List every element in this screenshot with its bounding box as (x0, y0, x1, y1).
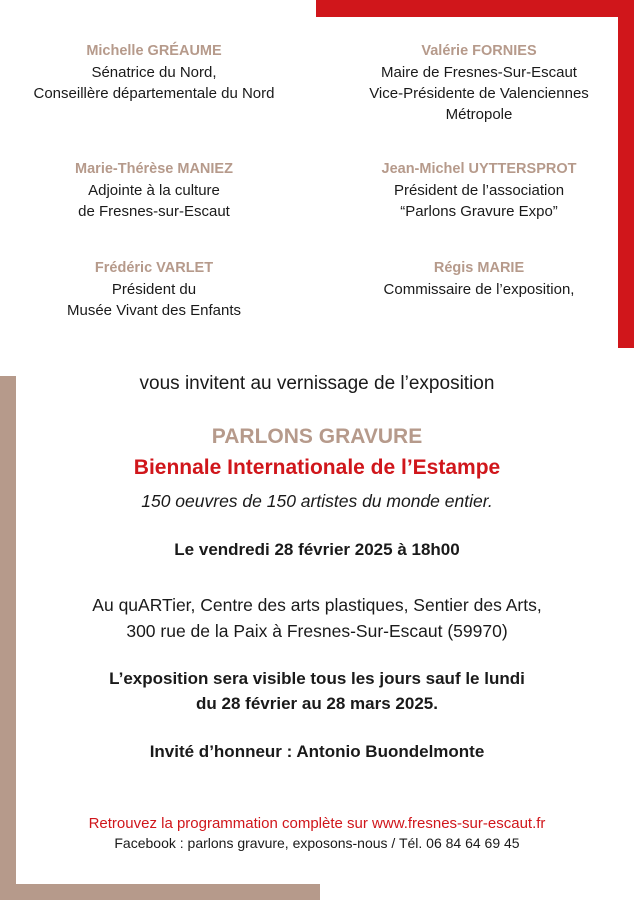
exhibition-schedule (0, 666, 634, 716)
decorative-red-bar-top (316, 0, 634, 17)
host-role-line: Adjointe à la culture (88, 182, 220, 199)
schedule-line: du 28 février au 28 mars 2025. (196, 694, 438, 713)
venue-address (0, 592, 634, 644)
footer-website: Retrouvez la programmation complète sur www.fresnes-sur-escaut.fr (88, 815, 546, 832)
exhibition-subtitle: Biennale Internationale de l’Estampe (133, 456, 501, 479)
opening-date: Le vendredi 28 février 2025 à 18h00 (174, 540, 460, 559)
host-role-line: Commissaire de l’exposition, (383, 281, 575, 298)
host-role-line: Conseillère départementale du Nord (33, 85, 275, 102)
host-role-line: “Parlons Gravure Expo” (400, 203, 558, 220)
host-varlet (16, 258, 292, 321)
decorative-taupe-bar-bottom (0, 884, 320, 900)
host-role-line: Président du (111, 281, 197, 298)
host-name: Frédéric VARLET (94, 260, 214, 276)
host-name: Jean-Michel UYTTERSPROT (381, 161, 577, 177)
host-role-line: Sénatrice du Nord, (91, 64, 217, 81)
host-name: Régis MARIE (433, 260, 525, 276)
venue-line: 300 rue de la Paix à Fresnes-Sur-Escaut (59970) (126, 621, 508, 641)
guest-of-honour: Invité d’honneur : Antonio Buondelmonte (149, 742, 485, 761)
host-uyttersprot (340, 159, 618, 222)
host-role-line: Métropole (445, 106, 513, 123)
host-name: Valérie FORNIES (421, 43, 537, 59)
host-maniez (16, 159, 292, 222)
exhibition-title: PARLONS GRAVURE (211, 425, 423, 448)
venue-line: Au quARTier, Centre des arts plastiques, Sentier des Arts, (92, 595, 542, 615)
host-role-line: Musée Vivant des Enfants (67, 302, 241, 319)
host-role-line: Vice-Présidente de Valenciennes (369, 85, 589, 102)
exhibition-tagline: 150 oeuvres de 150 artistes du monde entier. (141, 491, 493, 511)
host-role-line: Président de l’association (393, 182, 565, 199)
host-role-line: Maire de Fresnes-Sur-Escaut (381, 64, 577, 81)
footer-contact: Facebook : parlons gravure, exposons-nous / Tél. 06 84 64 69 45 (114, 835, 520, 851)
host-fornies (340, 41, 618, 125)
host-greaume (16, 41, 292, 104)
decorative-red-bar-right (618, 0, 634, 348)
host-marie (340, 258, 618, 300)
host-name: Michelle GRÉAUME (86, 43, 222, 59)
host-name: Marie-Thérèse MANIEZ (75, 161, 233, 177)
schedule-line: L’exposition sera visible tous les jours sauf le lundi (109, 669, 525, 688)
invitation-intro: vous invitent au vernissage de l’exposition (139, 373, 495, 394)
host-role-line: de Fresnes-sur-Escaut (78, 203, 230, 220)
